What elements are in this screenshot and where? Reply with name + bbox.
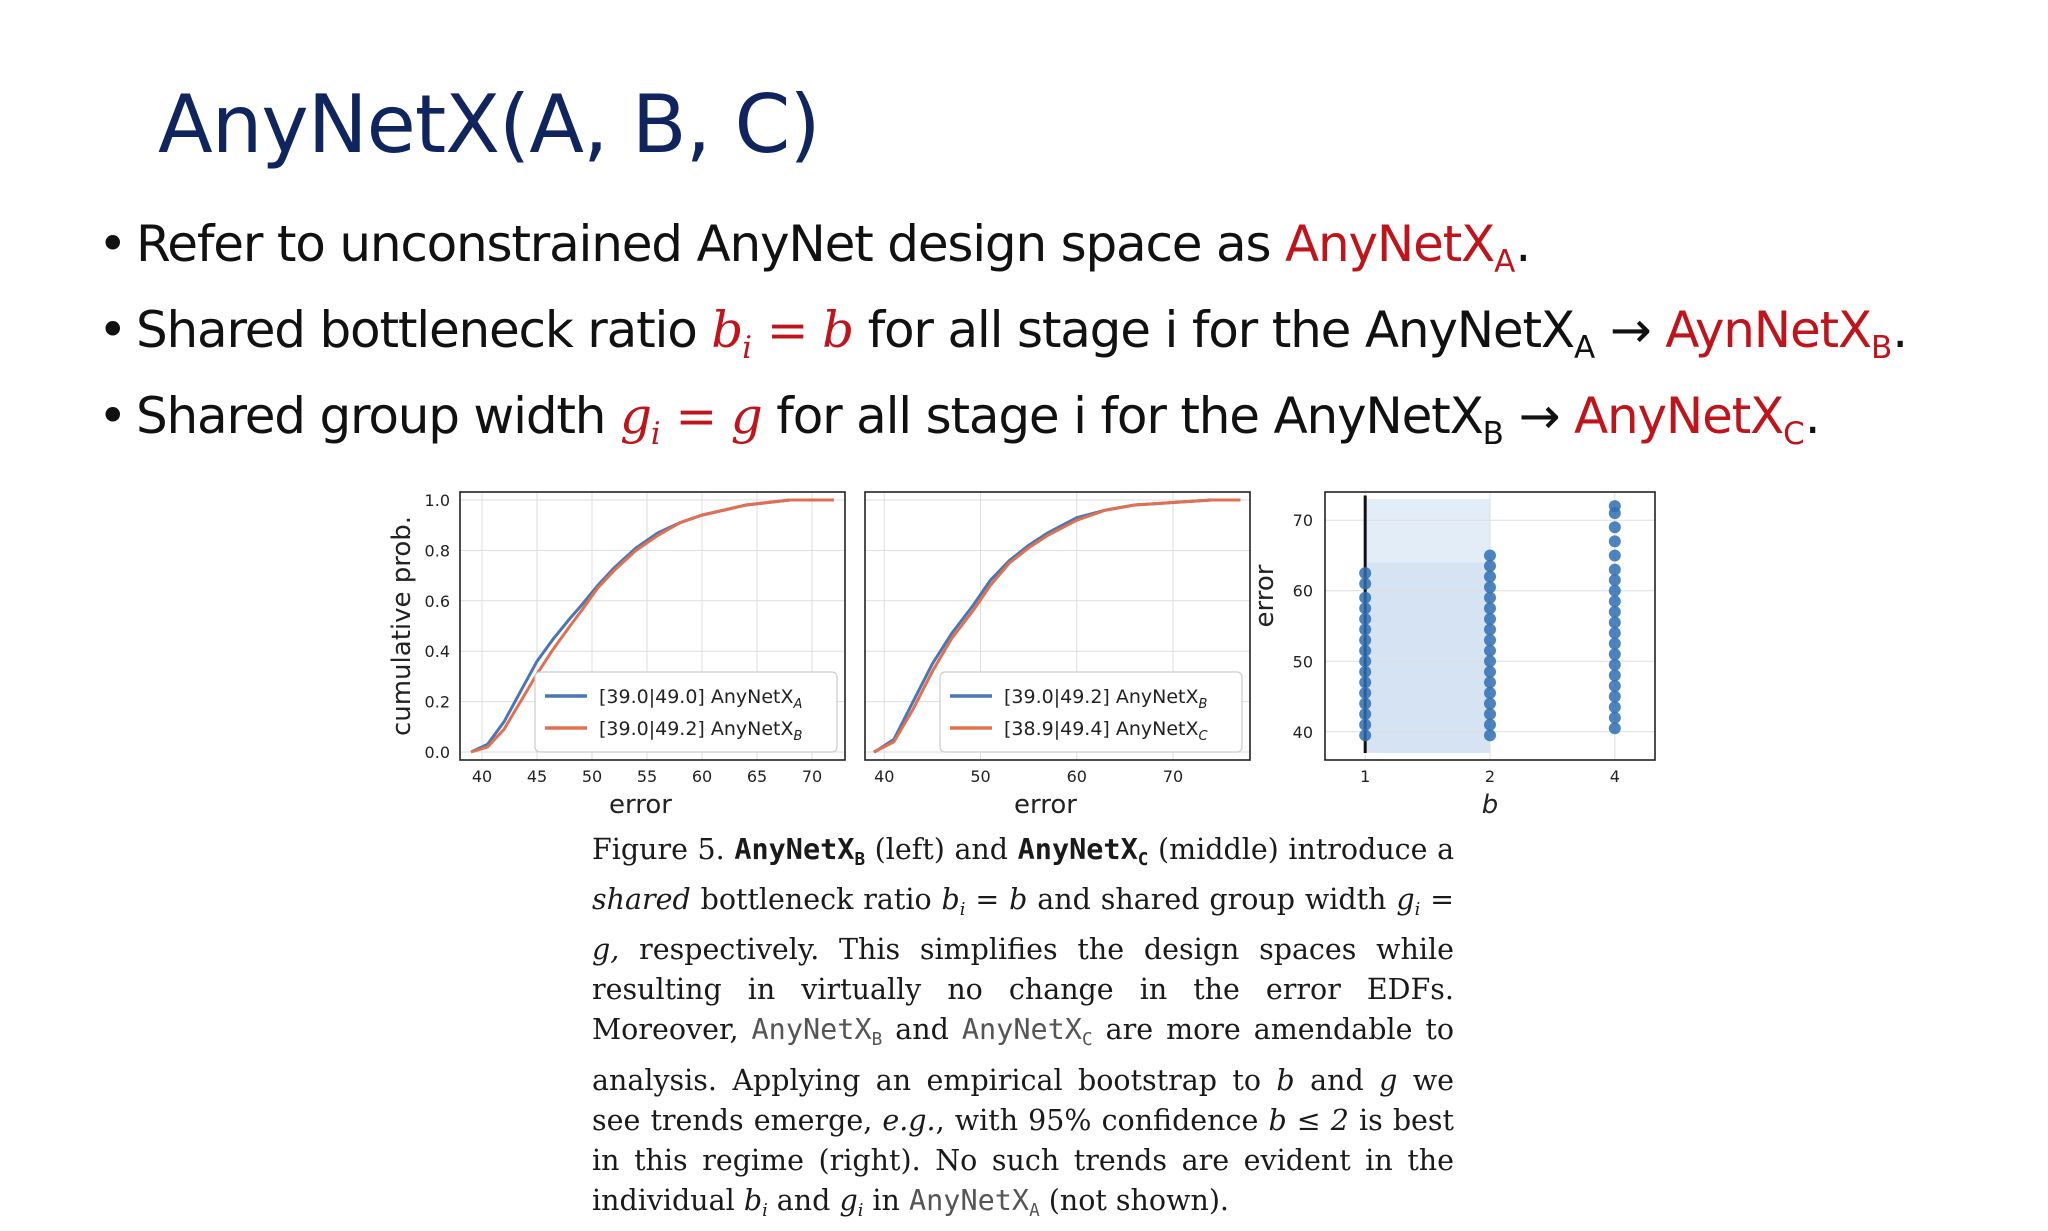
caption-t5: respectively. This simplifies the design spaces while resulting in virtually no change in the error EDFs. Moreover, [592,933,1454,1047]
bullet-2 [98,301,2038,387]
scatter-point [1359,645,1371,657]
y-tick-label: 40 [1292,722,1313,742]
scatter-point [1359,634,1371,646]
caption-m1 [751,1013,883,1051]
legend-label-base: [39.0|49.2] AnyNetX [599,718,794,740]
y-tick-label: 0.2 [424,692,450,712]
caption-eq1-rhs: = b [965,883,1028,917]
scatter-point [1609,606,1621,618]
caption-t3: bottleneck ratio [700,883,932,917]
caption-ind-g [839,1183,864,1221]
caption-t12: and [776,1183,831,1217]
caption-anynetxc [1017,833,1149,871]
caption-eq2-sub: i [1414,900,1421,921]
eq-rhs: b [822,301,853,359]
bullet-2-pre: Shared bottleneck ratio [136,301,712,359]
caption-t2: (middle) introduce a [1157,833,1455,866]
caption-m3 [908,1183,1040,1221]
scatter-point [1359,655,1371,667]
scatter-point [1609,627,1621,639]
y-tick-label: 60 [1292,581,1313,601]
eq-lhs: b [711,301,743,359]
legend-label-base: [39.0|49.2] AnyNetX [1004,686,1199,708]
bullet-1-term [1285,215,1516,280]
caption-eg: e.g. [882,1103,936,1137]
x-tick-label: 50 [970,767,991,786]
caption-m3-base: AnyNetX [908,1183,1030,1217]
scatter-point [1484,581,1496,593]
scatter-point [1484,708,1496,720]
y-tick-label: 50 [1292,652,1313,672]
scatter-point [1484,592,1496,604]
scatter-point [1359,624,1371,636]
legend-label-sub: B [793,729,803,744]
scatter-point [1609,648,1621,660]
caption-ind-b [743,1183,768,1221]
scatter-point [1609,691,1621,703]
x-axis-label: error [1014,790,1077,820]
figure-caption [592,830,1454,1231]
scatter-point [1359,729,1371,741]
scatter-point [1609,712,1621,724]
scatter-point [1484,655,1496,667]
x-tick-label: 70 [1162,767,1184,786]
y-tick-label: 0.4 [424,642,450,662]
scatter-point [1609,574,1621,586]
eq-op: = [660,387,731,445]
x-tick-label: 4 [1609,767,1620,786]
scatter-point [1359,578,1371,590]
caption-cond: b ≤ 2 [1268,1103,1349,1137]
scatter-point [1609,595,1621,607]
scatter-point [1609,535,1621,547]
caption-eq1 [941,883,1028,921]
scatter-point [1609,701,1621,713]
x-axis-label: b [1481,790,1499,820]
scatter-point [1484,645,1496,657]
scatter-point [1484,560,1496,572]
figure-5 [370,485,1670,825]
x-tick-label: 2 [1484,767,1496,786]
bullet-3-end: . [1804,387,1820,445]
scatter-point [1359,602,1371,614]
scatter-point [1484,624,1496,636]
caption-t11: is best in this regime (right). No such trends are evident in the individual [592,1103,1455,1217]
scatter-point [1359,567,1371,579]
bullet-3 [98,387,2038,473]
eq-rhs: g [730,387,762,445]
legend-label-base: [38.9|49.4] AnyNetX [1004,718,1199,740]
caption-anynetxc-sub: C [1137,850,1149,871]
x-axis-label: error [609,790,672,820]
caption-shared: shared [592,883,691,917]
bullet-2-end: . [1892,301,1907,359]
scatter-point [1609,669,1621,681]
scatter-point [1609,616,1621,628]
caption-eq2-rhs: = g, [592,883,1455,967]
caption-anynetxb-sub: B [854,850,866,871]
slide-title: AnyNetX(A, B, C) [158,78,820,171]
bullet-dot-icon: • [98,215,127,273]
caption-ind-b-sub: i [762,1200,768,1221]
caption-anynetxb-base: AnyNetX [734,833,855,866]
x-tick-label: 40 [471,767,493,786]
caption-m2-sub: C [1081,1030,1093,1051]
caption-ind-g-base: g [839,1183,858,1217]
scatter-point [1484,666,1496,678]
scatter-point [1484,634,1496,646]
scatter-point [1609,549,1621,561]
bullet-2-mid: for all stage i for the AnyNetX [852,301,1574,359]
bullet-list [98,215,2038,473]
scatter-point [1359,708,1371,720]
scatter-point [1609,500,1621,512]
caption-ind-g-sub: i [857,1200,864,1221]
caption-t14: (not shown). [1048,1183,1229,1217]
bullet-3-text [136,387,1819,452]
y-tick-label: 70 [1292,511,1313,531]
scatter-point [1359,592,1371,604]
legend-label-sub: C [1198,729,1208,744]
bullet-dot-icon: • [98,301,127,359]
scatter-point [1609,585,1621,597]
caption-t7: are more amendable to analysis. Applying an empirical bootstrap to [592,1013,1455,1097]
scatter-point [1609,521,1621,533]
caption-t9: we see trends emerge, [592,1063,1455,1137]
x-tick-label: 70 [801,767,823,786]
bullet-2-mid-sub: A [1573,329,1596,366]
arrow-right-icon: → [1595,301,1666,359]
caption-m1-base: AnyNetX [751,1013,872,1047]
caption-t6: and [895,1013,949,1047]
legend-label-sub: B [1198,697,1208,712]
caption-t10: , with 95% confidence [935,1103,1259,1137]
scatter-point [1609,564,1621,576]
y-axis-label: cumulative prob. [387,515,417,737]
scatter-point [1484,602,1496,614]
eq-op: = [752,301,823,359]
scatter-point [1359,666,1371,678]
bullet-3-equation [619,387,762,452]
bullet-1-term-base: AnyNetX [1285,215,1495,273]
y-tick-label: 1.0 [424,491,450,510]
x-tick-label: 60 [1066,767,1087,786]
legend-box [940,672,1242,752]
bullet-1-end: . [1515,215,1531,273]
y-axis-label: error [1250,564,1280,628]
bullet-1 [98,215,2038,301]
bullet-3-term-base: AnyNetX [1574,387,1784,445]
x-tick-label: 65 [746,767,768,786]
bullet-3-term-sub: C [1783,415,1805,452]
caption-m1-sub: B [871,1030,883,1051]
legend-box [535,672,837,752]
bullet-2-equation [711,301,853,366]
caption-t4: and shared group width [1037,883,1387,917]
bullet-2-term-base: AynNetX [1665,301,1871,359]
legend-label-sub: A [793,697,803,712]
scatter-point [1484,676,1496,688]
x-tick-label: 50 [581,767,603,786]
scatter-point [1484,571,1496,583]
caption-anynetxb [734,833,866,871]
scatter-point [1609,638,1621,650]
bullet-3-mid-sub: B [1482,415,1504,452]
x-tick-label: 55 [636,767,658,786]
caption-t1: (left) and [874,833,1009,866]
bullet-2-term [1665,301,1893,366]
eq-lhs: g [619,387,651,445]
bullet-1-pre: Refer to unconstrained AnyNet design space as [136,215,1285,273]
bullet-dot-icon: • [98,387,127,445]
x-tick-label: 40 [874,767,895,786]
scatter-point [1359,676,1371,688]
caption-m3-sub: A [1029,1200,1040,1221]
caption-m2 [961,1013,1093,1051]
eq-lhs-sub: i [650,415,661,452]
bullet-2-text [136,301,1907,366]
scatter-point [1484,698,1496,710]
x-tick-label: 45 [526,767,548,786]
caption-var-b: b [1276,1063,1295,1097]
caption-eq1-lhs: b [941,883,960,917]
scatter-point [1484,549,1496,561]
scatter-point [1359,613,1371,625]
scatter-point [1484,719,1496,731]
caption-eq1-sub: i [959,900,966,921]
caption-t8: and [1310,1063,1364,1097]
scatter-point [1484,729,1496,741]
scatter-point [1609,659,1621,671]
eq-lhs-sub: i [742,329,753,366]
bullet-1-term-sub: A [1494,243,1516,280]
caption-t13: in [872,1183,900,1217]
caption-var-g: g [1379,1063,1398,1097]
scatter-point [1484,687,1496,699]
y-tick-label: 0.0 [424,743,450,762]
arrow-right-icon: → [1503,387,1574,445]
x-tick-label: 60 [691,767,713,786]
caption-m2-base: AnyNetX [961,1013,1082,1047]
bullet-3-term [1574,387,1805,452]
caption-ind-b-base: b [743,1183,763,1217]
scatter-point [1609,722,1621,734]
figure-charts [370,485,1670,825]
x-tick-label: 1 [1360,767,1371,786]
scatter-point [1359,698,1371,710]
bullet-2-term-sub: B [1870,329,1893,366]
scatter-point [1484,613,1496,625]
bullet-3-mid: for all stage i for the AnyNetX [761,387,1483,445]
caption-eq2-lhs: g [1396,883,1415,917]
bullet-1-text [136,215,1530,280]
caption-anynetxc-base: AnyNetX [1017,833,1138,866]
scatter-point [1609,680,1621,692]
scatter-point [1359,719,1371,731]
scatter-point [1359,687,1371,699]
legend-label-base: [39.0|49.0] AnyNetX [599,686,794,708]
y-tick-label: 0.6 [424,591,450,611]
y-tick-label: 0.8 [424,541,450,561]
bullet-3-pre: Shared group width [136,387,620,445]
caption-fig-no: Figure 5. [592,833,725,866]
